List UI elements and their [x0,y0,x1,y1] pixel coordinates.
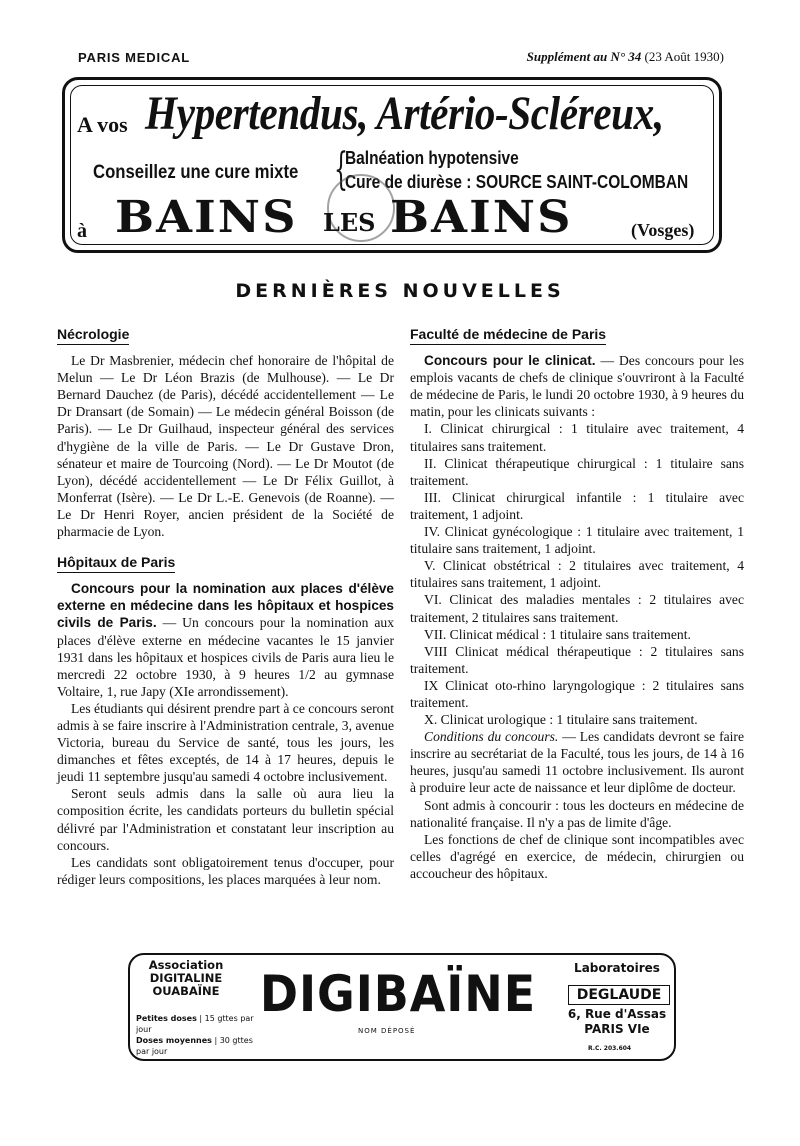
ad-advice: Conseillez une cure mixte [93,162,299,183]
digibaine-advertisement [128,953,676,1061]
ad-vosges: (Vosges) [631,220,695,240]
left-column [57,326,394,888]
city-label: PARIS VIe [584,1022,650,1036]
rc-number: R.C. 203.604 [588,1045,632,1052]
fonctions-paragraph: Les fonctions de chef de clinique sont incompatibles avec celles d'agrégé en exercice, de médecin, chirurgien ou accoucheur des hôpitaux. [410,831,744,881]
clinicat-item-6: VI. Clinicat des maladies mentales : 2 titulaires avec traitement, 2 titulaires sans traitement. [410,592,744,625]
ouabaine-label: OUABAÏNE [152,984,220,998]
ad-a-vos: A vos [77,112,128,137]
supplement-line [527,49,724,65]
ad-bains-2: BAINS [390,192,573,243]
deglaude-label: DEGLAUDE [568,985,670,1005]
section-faculte-title: Faculté de médecine de Paris [410,326,606,345]
clinicat-item-4: IV. Clinicat gynécologique : 1 titulaire avec traitement, 1 titulaire sans traitement, 1 adjoint. [410,524,744,557]
page-title: DERNIÈRES NOUVELLES [235,280,565,302]
petites-doses: Petites doses | 15 gttes par jour [136,1014,254,1034]
clinicat-item-8: VIII Clinicat médical thérapeutique : 2 titulaires sans traitement. [410,643,744,676]
section-hopitaux-title: Hôpitaux de Paris [57,554,175,573]
conditions-label: Conditions du concours. [424,729,559,745]
admis-paragraph: Sont admis à concourir : tous les docteurs en médecine de nationalité française. Il n'y a pas de limite d'âge. [410,797,744,830]
concours-paragraph [410,352,744,420]
journal-name: PARIS MEDICAL [78,50,190,65]
clinicat-item-7: VII. Clinicat médical : 1 titulaire sans traitement. [424,626,691,642]
ad-headline: Hypertendus, Artério-Scléreux, [145,87,664,140]
dosage-block [136,1013,254,1057]
hopitaux-paragraph-2: Les étudiants qui désirent prendre part à ce concours seront admis à se faire inscrire à l'Administration centrale, 3, avenue Victoria, bureau du Service de santé, tous les jours, les dimanches et fêtes exceptés, de 14 à 17 heures, depuis le jeudi 11 septembre jusqu'au samedi 4 octobre inclusivement. [57,700,394,785]
address-block [564,1007,670,1037]
association-block [138,959,234,998]
ad-diurese: Cure de diurèse : SOURCE SAINT-COLOMBAN [345,172,689,192]
nom-depose: NOM DÉPOSÉ [358,1027,416,1035]
right-column [410,326,744,882]
hopitaux-paragraph-3: Seront seuls admis dans la salle où aura lieu la composition écrite, les candidats porteurs du bulletin spécial délivré par l'Administration et constatant leur inscription au concours. [57,786,394,853]
ad-balneation: Balnéation hypotensive [345,148,519,168]
concours-subtitle: Concours pour le clinicat. [424,353,596,369]
doses-moyennes: Doses moyennes | 30 gttes par jour [136,1036,253,1056]
association-label: Association [148,958,224,972]
digitaline-label: DIGITALINE [149,971,223,985]
concours-text: — Des concours pour les emplois vacants de chefs de clinique s'ouvriront à la Faculté de médecine de Paris, le lundi 20 octobre 1930, à 9 heures du matin, pour les clinicats suivants : [410,353,745,420]
clinicat-item-2: II. Clinicat thérapeutique chirurgical : 1 titulaire sans traitement. [410,455,744,488]
clinicat-item-10: X. Clinicat urologique : 1 titulaire sans traitement. [424,712,698,728]
ad-les: LES [323,208,376,237]
laboratoires-label: Laboratoires [574,961,660,975]
conditions-paragraph [410,728,744,796]
hopitaux-text-1: — Un concours pour la nomination aux places d'élève externe en médecine vacantes le 15 janvier 1931 dans les hôpitaux et hospices civils de Paris aura lieu le mercredi 22 octobre 1930, à 9 heures 1/2 au gymnase Voltaire, 1, rue Japy (XIe arrondissement). [57,615,394,699]
ad-brace: { [334,144,348,195]
street-address: 6, Rue d'Assas [567,1007,667,1021]
bains-les-bains-advertisement [62,77,722,253]
clinicat-item-9: IX Clinicat oto-rhino laryngologique : 2 titulaires sans traitement. [410,677,744,710]
hopitaux-paragraph-4: Les candidats sont obligatoirement tenus d'occuper, pour rédiger leurs compositions, les places marquées à leur nom. [57,854,394,887]
clinicat-item-5: V. Clinicat obstétrical : 2 titulaires avec traitement, 4 titulaires sans traitement, 1 adjoint. [410,558,744,591]
necrologie-text: Le Dr Masbrenier, médecin chef honoraire de l'hôpital de Melun — Le Dr Léon Brazis (de Mulhouse). — Le Dr Bernard Dauchez (de Paris), décédé accidentellement — Le Dr Dransart (de Somain) — Le médecin général Boisson (de Paris). — Le Dr Guilhaud, inspecteur général des services d'hygiène de la ville de Paris. — Le Dr Gustave Dron, sénateur et maire de Tourcoing (Nord). — Le Dr Moutot (de Lyon), décédé accidentellement — Le Dr Félix Guillot, à Monferrat (Isère). — Le Dr L.-E. Genevois (de Roanne). — Le Dr Henri Royer, ancien président de la Société de pharmacie de Lyon. [57,353,394,540]
ad-a: à [77,220,87,242]
section-necrologie-title: Nécrologie [57,326,129,345]
supplement-date: (23 Août 1930) [644,49,724,64]
ad-bains-1: BAINS [115,192,298,243]
brand-digibaine: DIGIBAÏNE [259,965,537,1023]
conditions-text: — Les candidats devront se faire inscrire au secrétariat de la Faculté, tous les jours, de 14 à 16 heures, jusqu'au samedi 11 octobre inclusivement. Ils auront à produire leur acte de naissance et leur diplôme de docteur. [410,729,744,796]
hopitaux-paragraph-1 [57,580,394,700]
clinicat-item-3: III. Clinicat chirurgical infantile : 1 titulaire avec traitement, 1 adjoint. [410,489,744,522]
supplement-number: Supplément au N° 34 [526,49,642,64]
hopitaux-subtitle: Concours pour la nomination aux places d'élève externe en médecine dans les hôpitaux et hospices civils de Paris. [57,581,394,631]
clinicat-item-1: I. Clinicat chirurgical : 1 titulaire avec traitement, 4 titulaires sans traitement. [410,421,744,454]
